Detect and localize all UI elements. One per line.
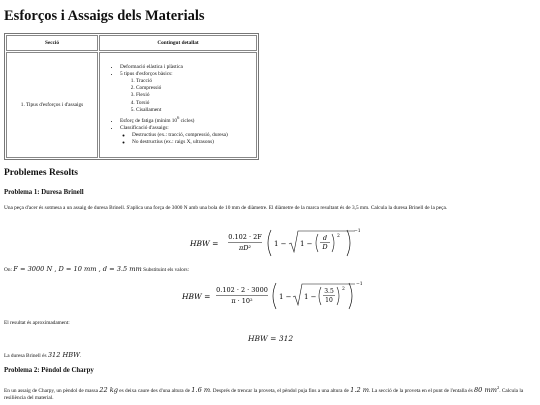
formula-numerator: 0.102 · 2F — [228, 233, 262, 241]
list-item — [120, 114, 254, 125]
table-row — [6, 52, 257, 158]
formula2-numerator: 0.102 · 2 · 3000 — [216, 286, 268, 294]
substituted-formula-graphic — [182, 281, 362, 311]
header-content: Contingut detallat — [99, 35, 257, 51]
square-exponent-2: 2 — [342, 287, 345, 292]
problem-1-title: Problema 1: Duresa Brinell — [4, 189, 84, 196]
p2-height-1: 1.6 m — [191, 385, 211, 394]
paren-right — [347, 230, 350, 256]
paren-left-2 — [273, 283, 276, 309]
formula2-inner-one-minus: 1 − — [304, 293, 317, 301]
formula2-denominator: π · 10² — [231, 297, 253, 305]
paren-right-2 — [349, 283, 352, 309]
formula2-lhs: HBW = — [182, 292, 211, 301]
result-formula: HBW = 312 — [248, 334, 294, 343]
inner-paren-right — [332, 234, 334, 252]
where-line — [4, 266, 536, 274]
p2-text-5: . Calcula la resiliència del material. — [4, 387, 524, 401]
formula-one-minus: 1 − — [274, 240, 287, 248]
formula-lhs: HBW = — [190, 239, 219, 248]
frac-3-5: 3.5 — [324, 288, 334, 295]
p2-text-2: es deixa caure des d'una altura de — [117, 387, 192, 394]
frac-10: 10 — [325, 297, 333, 304]
fatigue-exponent: 6 — [177, 114, 180, 120]
fatigue-suffix: cicles) — [179, 117, 195, 124]
effort-item: 3. Flexió — [136, 92, 254, 99]
substitute-text: Substituint els valors: — [143, 267, 190, 273]
inner-paren-left — [316, 234, 318, 252]
list-item-label: Classificació d'assaigs: — [120, 124, 169, 131]
outer-exponent-2: −1 — [356, 282, 363, 287]
paren-left — [268, 230, 271, 256]
list-item — [120, 71, 254, 114]
effort-item: 4. Torsió — [136, 100, 254, 107]
tests-list — [120, 132, 254, 146]
summary-table — [4, 33, 259, 160]
brinell-substituted-formula — [182, 281, 362, 313]
approx-text: El resultat és aproximadament: — [4, 320, 70, 326]
outer-exponent: −1 — [354, 229, 361, 234]
conclusion-prefix: La duresa Brinell és — [4, 353, 48, 359]
p2-height-2: 1.2 m — [350, 385, 370, 394]
list-item — [120, 125, 254, 146]
cell-section: 1. Tipus d'esforços i d'assaigs — [6, 52, 98, 158]
problems-heading: Problemes Resolts — [4, 168, 78, 178]
effort-item: 1. Tracció — [136, 78, 254, 85]
problem-2-title: Problema 2: Pèndol de Charpy — [4, 367, 94, 374]
formula2-one-minus: 1 − — [279, 293, 292, 301]
problem-1-statement: Una peça d'acer és sotmesa a un assaig de duresa Brinell. S'aplica una força de 3000 N amb una bola de 10 mm de diàmetre. El diàmetre de la marca resultant és de 3,5 mm. Calcula la duresa Brinell de la peça. — [4, 205, 448, 211]
conclusion-value: 312 HBW — [47, 351, 80, 359]
list-item-label: 5 tipus d'esforços bàsics: — [120, 71, 173, 78]
inner-paren-left-2 — [319, 287, 321, 305]
where-values: F = 3000 N , D = 10 mm , d = 3.5 mm — [13, 265, 142, 273]
effort-item: 5. Cisallament — [136, 107, 254, 114]
frac-D: D — [322, 243, 328, 251]
fatigue-text: Esforç de fatiga (mínim 10 — [120, 117, 178, 124]
content-list — [102, 64, 254, 146]
p2-area-exponent: 2 — [496, 385, 500, 390]
p2-text-1: En un assaig de Charpy, un pèndol de massa — [4, 387, 100, 394]
p2-mass: 22 kg — [99, 385, 118, 394]
test-item: ◦ Destructius (ex.: tracció, compressió, duresa) — [132, 132, 254, 139]
conclusion-line — [4, 352, 536, 360]
list-item: • Deformació elàstica i plàstica — [120, 64, 254, 71]
test-item: ◦ No destructius (ex.: raigs X, ultrasons) — [132, 139, 254, 146]
p2-text-3: . Després de trencar la proveta, el pèndol puja fins a una altura de — [210, 387, 351, 394]
frac-d: d — [322, 234, 328, 242]
conclusion-suffix: . — [79, 353, 82, 359]
formula-inner-one-minus: 1 − — [300, 240, 313, 248]
header-section: Secció — [6, 35, 98, 51]
table-header-row — [6, 35, 257, 51]
cell-content — [99, 52, 257, 158]
p2-area: 80 mm — [473, 385, 497, 394]
brinell-formula — [190, 228, 360, 260]
where-prefix: On: — [4, 267, 12, 273]
inner-paren-right-2 — [337, 287, 339, 305]
problem-2-statement — [4, 384, 536, 402]
p2-text-4: . La secció de la proveta en el punt de l'entalla és — [369, 387, 474, 394]
formula-denominator: πD² — [238, 244, 252, 252]
effort-item: 2. Compressió — [136, 85, 254, 92]
square-exponent: 2 — [337, 234, 340, 239]
brinell-formula-graphic — [190, 228, 360, 258]
efforts-list — [120, 78, 254, 113]
page-title: Esforços i Assaigs dels Materials — [4, 8, 205, 24]
